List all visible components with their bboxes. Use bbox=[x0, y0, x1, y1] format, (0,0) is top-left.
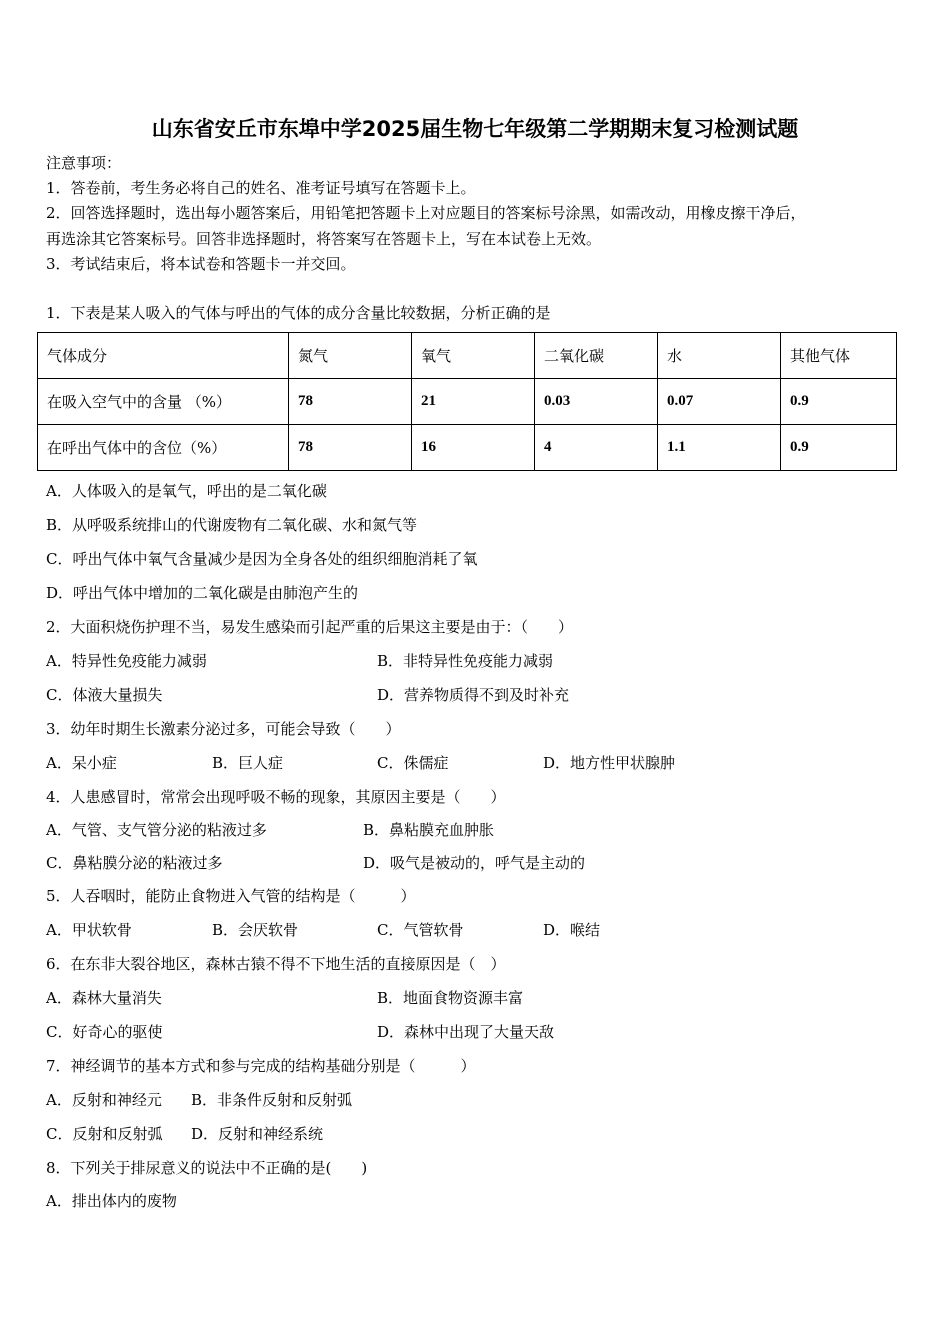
table-header-cell: 气体成分 bbox=[38, 333, 289, 379]
question-5-option-b: B．会厌软骨 bbox=[212, 921, 299, 939]
question-2-option-a: A．特异性免疫能力减弱 bbox=[46, 652, 207, 670]
question-3-stem: 3．幼年时期生长激素分泌过多，可能会导致（ ） bbox=[46, 720, 401, 738]
question-4-option-b: B．鼻粘膜充血肿胀 bbox=[363, 821, 495, 839]
question-5-option-c: C．气管软骨 bbox=[377, 921, 464, 939]
question-6-option-d: D．森林中出现了大量天敌 bbox=[377, 1023, 555, 1041]
question-1-option-c: C．呼出气体中氧气含量减少是因为全身各处的组织细胞消耗了氧 bbox=[46, 550, 478, 568]
question-3-option-d: D．地方性甲状腺肿 bbox=[543, 754, 676, 772]
question-1-option-d: D．呼出气体中增加的二氧化碳是由肺泡产生的 bbox=[46, 584, 359, 602]
table-header-cell: 氧气 bbox=[412, 333, 535, 379]
question-7-option-d: D．反射和神经系统 bbox=[191, 1125, 324, 1143]
table-header-cell: 其他气体 bbox=[781, 333, 897, 379]
question-4-option-d: D．吸气是被动的，呼气是主动的 bbox=[363, 854, 586, 872]
question-4-option-c: C．鼻粘膜分泌的粘液过多 bbox=[46, 854, 223, 872]
table-cell: 0.03 bbox=[535, 379, 658, 425]
table-cell: 1.1 bbox=[658, 425, 781, 471]
question-3-option-b: B．巨人症 bbox=[212, 754, 284, 772]
question-2-option-b: B．非特异性免疫能力减弱 bbox=[377, 652, 554, 670]
question-5-option-a: A．甲状软骨 bbox=[46, 921, 132, 939]
question-7-option-a: A．反射和神经元 bbox=[46, 1091, 162, 1109]
question-5-option-d: D．喉结 bbox=[543, 921, 601, 939]
question-8-option-a: A．排出体内的废物 bbox=[46, 1192, 177, 1210]
notice-item: 1．答卷前，考生务必将自己的姓名、准考证号填写在答题卡上。 bbox=[46, 179, 476, 197]
question-6-option-b: B．地面食物资源丰富 bbox=[377, 989, 524, 1007]
table-header-cell: 水 bbox=[658, 333, 781, 379]
notice-item: 3．考试结束后，将本试卷和答题卡一并交回。 bbox=[46, 255, 356, 273]
question-6-stem: 6．在东非大裂谷地区，森林古猿不得不下地生活的直接原因是（ ） bbox=[46, 955, 506, 973]
question-5-stem: 5．人吞咽时，能防止食物进入气管的结构是（ ） bbox=[46, 887, 416, 905]
notice-item: 2．回答选择题时，选出每小题答案后，用铅笔把答题卡上对应题目的答案标号涂黑，如需改动，用橡皮擦干净后， bbox=[46, 204, 806, 222]
question-3-option-a: A．呆小症 bbox=[46, 754, 117, 772]
question-7-option-c: C．反射和反射弧 bbox=[46, 1125, 163, 1143]
question-6-option-c: C．好奇心的驱使 bbox=[46, 1023, 163, 1041]
question-7-stem: 7．神经调节的基本方式和参与完成的结构基础分别是（ ） bbox=[46, 1057, 476, 1075]
table-header-cell: 氮气 bbox=[289, 333, 412, 379]
table-cell: 16 bbox=[412, 425, 535, 471]
question-1-option-a: A．人体吸入的是氧气，呼出的是二氧化碳 bbox=[46, 482, 327, 500]
question-2-option-c: C．体液大量损失 bbox=[46, 686, 163, 704]
table-header-row bbox=[38, 333, 897, 379]
question-2-stem: 2．大面积烧伤护理不当，易发生感染而引起严重的后果这主要是由于：（ ） bbox=[46, 618, 574, 636]
table-cell: 0.07 bbox=[658, 379, 781, 425]
notice-item: 再选涂其它答案标号。回答非选择题时，将答案写在答题卡上，写在本试卷上无效。 bbox=[46, 230, 602, 248]
table-cell: 21 bbox=[412, 379, 535, 425]
question-1-stem: 1．下表是某人吸入的气体与呼出的气体的成分含量比较数据，分析正确的是 bbox=[46, 304, 551, 322]
gas-composition-table bbox=[37, 332, 897, 471]
question-8-stem: 8．下列关于排尿意义的说法中不正确的是( ) bbox=[46, 1159, 368, 1177]
question-7-option-b: B．非条件反射和反射弧 bbox=[191, 1091, 353, 1109]
question-4-stem: 4．人患感冒时，常常会出现呼吸不畅的现象，其原因主要是（ ） bbox=[46, 788, 506, 806]
question-6-option-a: A．森林大量消失 bbox=[46, 989, 162, 1007]
table-cell: 在吸入空气中的含量 （%） bbox=[38, 379, 289, 425]
table-cell: 78 bbox=[289, 425, 412, 471]
table-header-cell: 二氧化碳 bbox=[535, 333, 658, 379]
question-3-option-c: C．侏儒症 bbox=[377, 754, 449, 772]
table-cell: 0.9 bbox=[781, 379, 897, 425]
table-row bbox=[38, 425, 897, 471]
table-cell: 4 bbox=[535, 425, 658, 471]
table-cell: 0.9 bbox=[781, 425, 897, 471]
notice-heading: 注意事项： bbox=[46, 154, 122, 172]
page-title: 山东省安丘市东埠中学2025届生物七年级第二学期期末复习检测试题 bbox=[151, 117, 799, 141]
table-cell: 78 bbox=[289, 379, 412, 425]
question-2-option-d: D．营养物质得不到及时补充 bbox=[377, 686, 570, 704]
table-row bbox=[38, 379, 897, 425]
question-4-option-a: A．气管、支气管分泌的粘液过多 bbox=[46, 821, 267, 839]
question-1-option-b: B．从呼吸系统排山的代谢废物有二氧化碳、水和氮气等 bbox=[46, 516, 418, 534]
table-cell: 在呼出气体中的含位（%） bbox=[38, 425, 289, 471]
